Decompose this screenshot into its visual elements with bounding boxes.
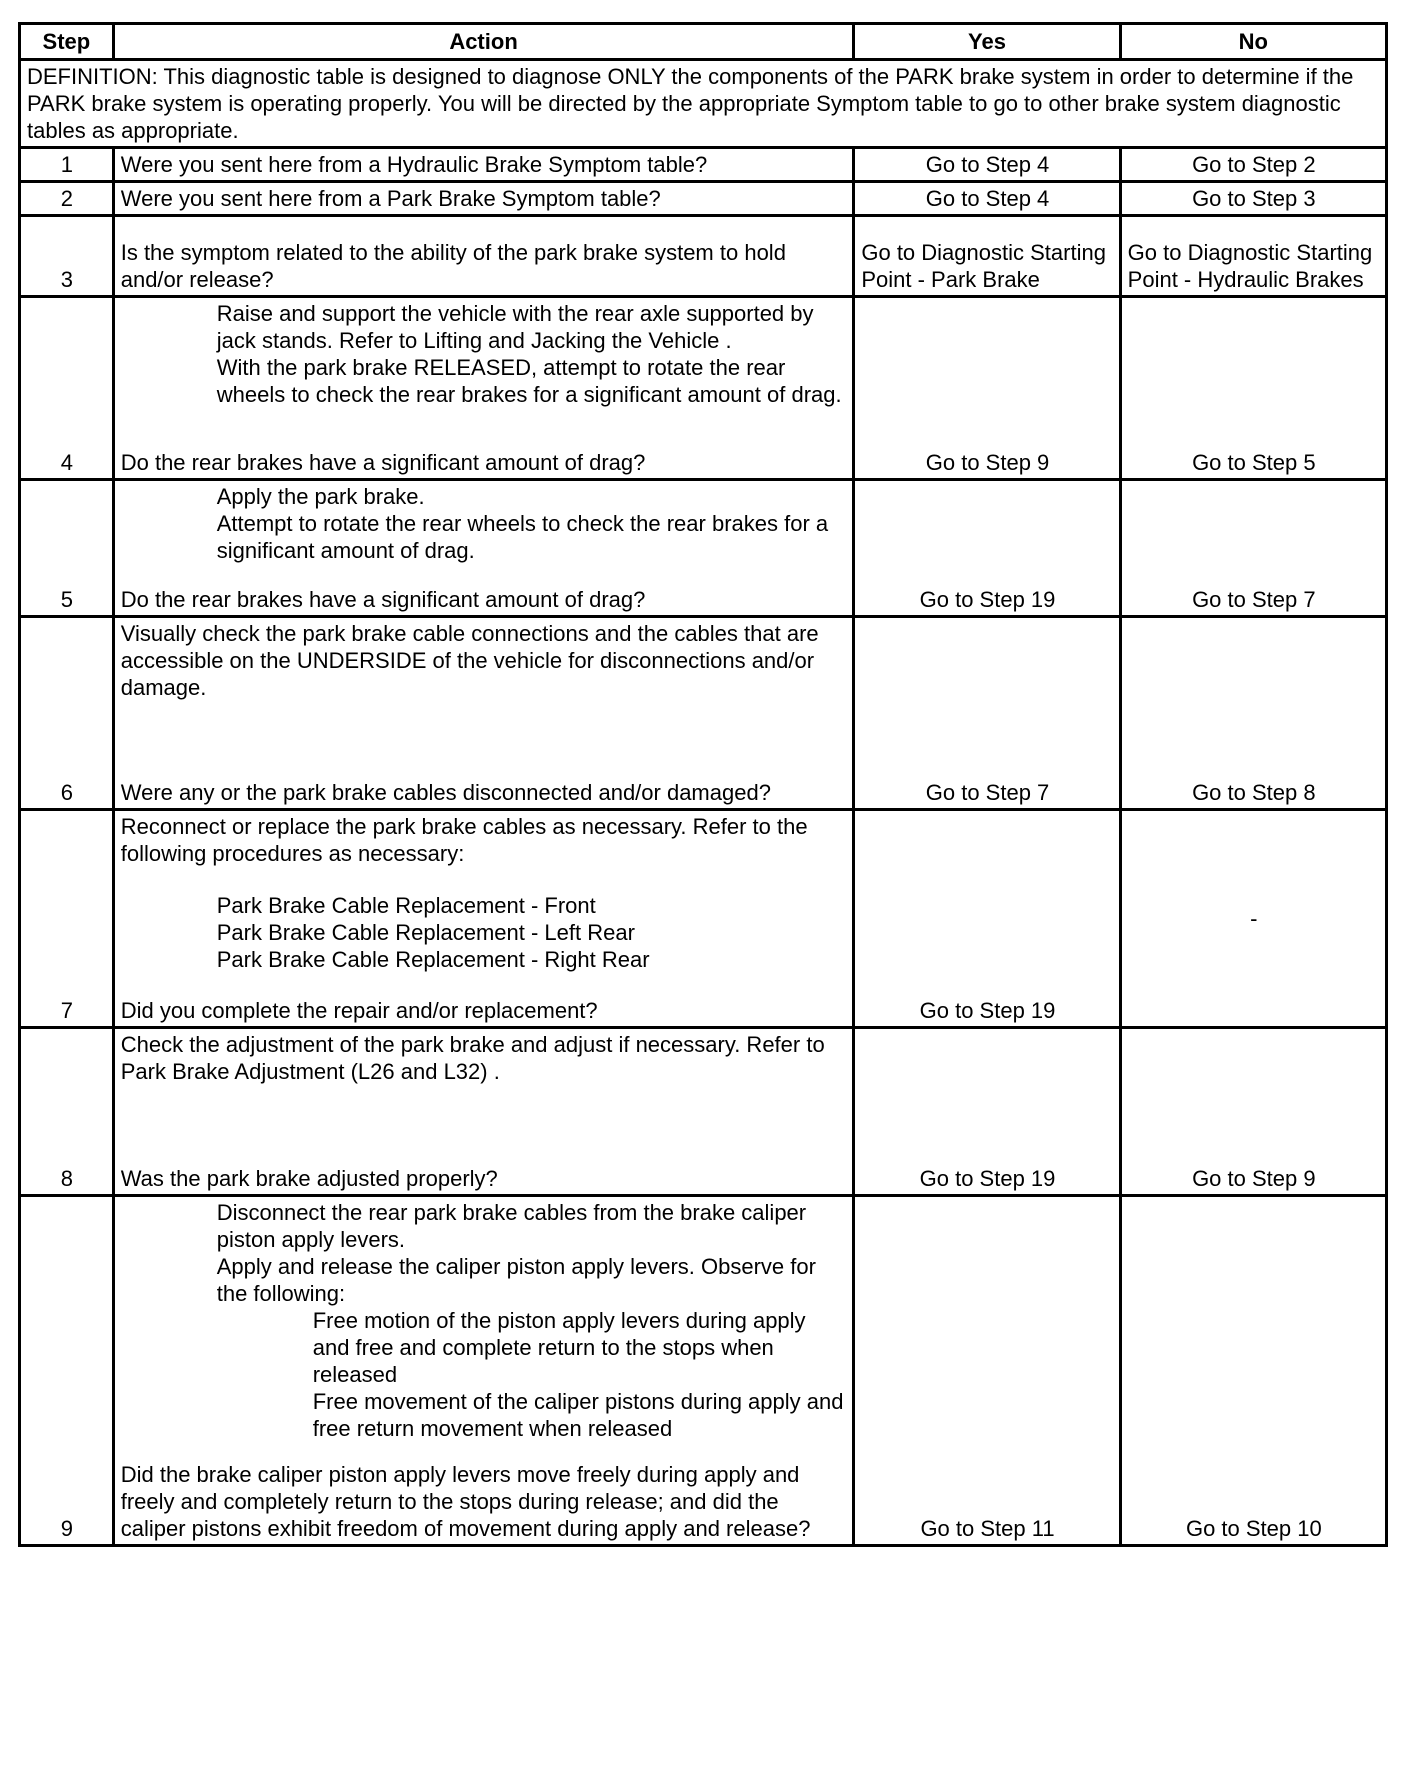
step-action: [113, 1196, 854, 1546]
observation-text: Free movement of the caliper pistons during apply and free return movement when released: [312, 1389, 844, 1441]
table-row: [20, 1028, 1387, 1196]
table-row: [20, 297, 1387, 480]
step-question: Were any or the park brake cables disconnected and/or damaged?: [120, 780, 771, 805]
step-action: [113, 480, 854, 617]
table-row: [20, 148, 1387, 182]
table-row: [20, 182, 1387, 216]
table-row: [20, 1196, 1387, 1546]
table-row: [20, 480, 1387, 617]
yes-link[interactable]: Go to Step 19: [854, 810, 1120, 1028]
step-action: [113, 297, 854, 480]
step-number: 6: [20, 617, 114, 810]
no-link[interactable]: Go to Step 7: [1120, 480, 1386, 617]
step-number: 4: [20, 297, 114, 480]
yes-link[interactable]: Go to Diagnostic Starting Point - Park Brake: [854, 216, 1120, 297]
table-row: [20, 810, 1387, 1028]
step-question: Do the rear brakes have a significant amount of drag?: [120, 450, 646, 475]
step-question: Did you complete the repair and/or replacement?: [120, 998, 598, 1023]
yes-link[interactable]: Go to Step 7: [854, 617, 1120, 810]
procedure-link[interactable]: Park Brake Cable Replacement - Front: [216, 892, 596, 918]
step-action: [113, 617, 854, 810]
observation-text: Free motion of the piston apply levers during apply and free and complete return to the stops when released: [312, 1308, 806, 1387]
diagnostic-table: [18, 22, 1388, 1547]
no-link[interactable]: Go to Step 5: [1120, 297, 1386, 480]
table-row: [20, 216, 1387, 297]
step-number: 8: [20, 1028, 114, 1196]
step-number: 2: [20, 182, 114, 216]
procedure-link[interactable]: Park Brake Cable Replacement - Left Rear: [216, 919, 635, 945]
step-action: [113, 810, 854, 1028]
no-link[interactable]: Go to Step 2: [1120, 148, 1386, 182]
instruction-text: Apply the park brake.: [216, 484, 425, 509]
instruction-text: Raise and support the vehicle with the rear axle supported by jack stands. Refer to Lifting and Jacking the Vehicle .: [216, 301, 814, 353]
step-question: Were you sent here from a Hydraulic Brake Symptom table?: [113, 148, 854, 182]
intro-text: Visually check the park brake cable connections and the cables that are accessible on the UNDERSIDE of the vehicle for disconnections and/or damage.: [120, 621, 819, 700]
step-question: Was the park brake adjusted properly?: [120, 1166, 498, 1191]
step-number: 9: [20, 1196, 114, 1546]
step-question: Do the rear brakes have a significant amount of drag?: [120, 587, 646, 612]
instruction-text: Attempt to rotate the rear wheels to check the rear brakes for a significant amount of drag.: [216, 511, 829, 563]
header-action: Action: [113, 24, 854, 60]
table-row: [20, 617, 1387, 810]
header-step: Step: [20, 24, 114, 60]
yes-link[interactable]: Go to Step 9: [854, 297, 1120, 480]
no-link: -: [1120, 810, 1386, 1028]
step-number: 1: [20, 148, 114, 182]
instruction-text: With the park brake RELEASED, attempt to rotate the rear wheels to check the rear brakes for a significant amount of drag.: [216, 355, 842, 407]
instruction-text: Apply and release the caliper piston apply levers. Observe for the following:: [216, 1254, 816, 1306]
step-number: 3: [20, 216, 114, 297]
no-link[interactable]: Go to Step 10: [1120, 1196, 1386, 1546]
step-question: Is the symptom related to the ability of the park brake system to hold and/or release?: [113, 216, 854, 297]
intro-text: Check the adjustment of the park brake and adjust if necessary. Refer to Park Brake Adjustment (L26 and L32) .: [120, 1032, 825, 1084]
step-question: Did the brake caliper piston apply levers move freely during apply and freely and completely return to the stops during release; and did the caliper pistons exhibit freedom of movement during apply and release?: [120, 1462, 811, 1541]
header-no: No: [1120, 24, 1386, 60]
yes-link[interactable]: Go to Step 4: [854, 148, 1120, 182]
procedure-link[interactable]: Park Brake Cable Replacement - Right Rear: [216, 946, 650, 972]
header-row: [20, 24, 1387, 60]
intro-text: Reconnect or replace the park brake cables as necessary. Refer to the following procedures as necessary:: [120, 814, 808, 866]
no-link[interactable]: Go to Diagnostic Starting Point - Hydraulic Brakes: [1120, 216, 1386, 297]
definition-row: [20, 60, 1387, 148]
no-link[interactable]: Go to Step 3: [1120, 182, 1386, 216]
step-question: Were you sent here from a Park Brake Symptom table?: [113, 182, 854, 216]
yes-link[interactable]: Go to Step 19: [854, 1028, 1120, 1196]
definition-text: DEFINITION: This diagnostic table is designed to diagnose ONLY the components of the PARK brake system in order to determine if the PARK brake system is operating properly. You will be directed by the appropriate Symptom table to go to other brake system diagnostic tables as appropriate.: [20, 60, 1387, 148]
step-action: [113, 1028, 854, 1196]
instruction-text: Disconnect the rear park brake cables from the brake caliper piston apply levers.: [216, 1200, 807, 1252]
yes-link[interactable]: Go to Step 19: [854, 480, 1120, 617]
yes-link[interactable]: Go to Step 11: [854, 1196, 1120, 1546]
step-number: 5: [20, 480, 114, 617]
step-number: 7: [20, 810, 114, 1028]
header-yes: Yes: [854, 24, 1120, 60]
yes-link[interactable]: Go to Step 4: [854, 182, 1120, 216]
no-link[interactable]: Go to Step 8: [1120, 617, 1386, 810]
no-link[interactable]: Go to Step 9: [1120, 1028, 1386, 1196]
